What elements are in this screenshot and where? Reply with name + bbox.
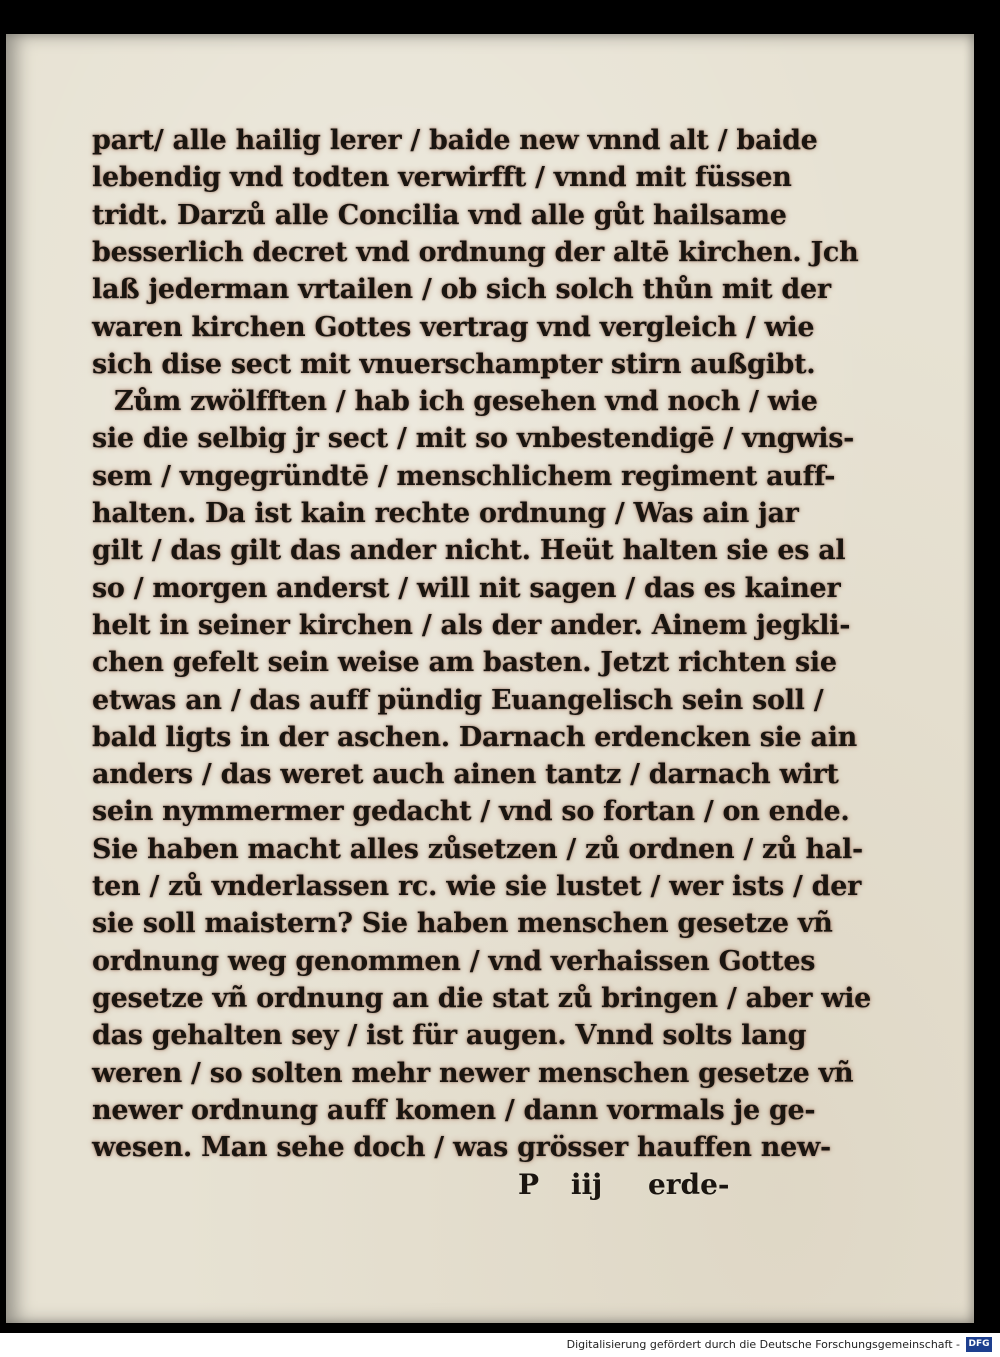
text-line: sie soll maistern? Sie haben menschen gesetze vñ [92,908,833,940]
text-line: sein nymmermer gedacht / vnd so fortan / on ende. [92,796,850,828]
text-line: besserlich decret vnd ordnung der altē kirchen. Jch [92,236,859,268]
text-line: helt in seiner kirchen / als der ander. Ainem jegkli- [92,609,851,641]
text-line: gilt / das gilt das ander nicht. Heüt halten sie es al [92,535,846,567]
text-line: gesetze vñ ordnung an die stat zů bringen / aber wie [92,982,872,1014]
text-line: bald ligts in der aschen. Darnach erdencken sie ain [92,721,858,753]
dfg-logo: DFG [966,1337,992,1352]
text-line: sem / vngegründtē / menschlichem regiment auff- [92,460,836,492]
text-line: chen gefelt sein weise am basten. Jetzt richten sie [92,647,837,679]
text-line: waren kirchen Gottes vertrag vnd vergleich / wie [92,311,815,343]
signature-number: iij [570,1168,603,1201]
text-line: sich dise sect mit vnuerschampter stirn außgibt. [92,348,816,380]
text-line: newer ordnung auff komen / dann vormals je ge- [92,1094,816,1126]
text-line: etwas an / das auff pündig Euangelisch sein soll / [92,684,824,716]
book-page [6,34,974,1323]
text-line: Sie haben macht alles zůsetzen / zů ordnen / zů hal- [92,833,863,865]
text-block [92,120,872,1220]
text-line: weren / so solten mehr newer menschen gesetze vñ [92,1057,854,1089]
footer-bar [0,1333,1000,1357]
text-line: Zům zwölfften / hab ich gesehen vnd noch / wie [114,386,818,418]
signature-mark: P [518,1168,540,1201]
text-line: ordnung weg genommen / vnd verhaissen Gottes [92,945,816,977]
text-line: anders / das weret auch ainen tantz / darnach wirt [92,759,839,791]
text-line: sie die selbig jr sect / mit so vnbestendigē / vngwis- [92,423,855,455]
text-line: ten / zů vnderlassen rc. wie sie lustet / wer ists / der [92,871,862,902]
signature-line [518,1164,730,1206]
catchword: erde- [647,1168,730,1201]
text-line: laß jederman vrtailen / ob sich solch thůn mit der [92,274,831,306]
text-line: tridt. Darzů alle Concilia vnd alle gůt hailsame [92,199,787,231]
text-line: so / morgen anderst / will nit sagen / das es kainer [92,572,841,604]
text-line: lebendig vnd todten verwirfft / vnnd mit füssen [92,162,792,194]
funding-credit: Digitalisierung gefördert durch die Deutsche Forschungsgemeinschaft - [566,1338,960,1351]
text-line: part/ alle hailig lerer / baide new vnnd alt / baide [92,125,818,156]
text-line: das gehalten sey / ist für augen. Vnnd solts lang [92,1020,807,1052]
text-line: halten. Da ist kain rechte ordnung / Was ain jar [92,498,799,529]
text-line: wesen. Man sehe doch / was grösser hauffen new- [92,1132,831,1164]
